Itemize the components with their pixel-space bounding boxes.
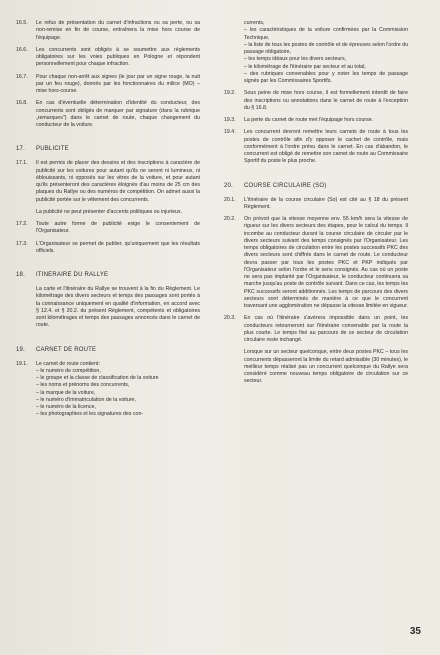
paragraph-number: 16.7. (16, 73, 28, 80)
paragraph-number: 20.1. (224, 196, 236, 203)
section-title: COURSE CIRCULAIRE (SO) (244, 182, 327, 189)
paragraph-number: 17.1. (16, 160, 28, 167)
paragraph-text: Sous peine de mise hors course, il est formellement interdit de faire des inscriptions ou annotations dans le carnet de route à l'exception du § 16.8. (244, 90, 408, 111)
page-number: 35 (409, 626, 421, 637)
paragraph-text: On prévoit que la vitesse moyenne env. 55 km/h sera la vitesse de rigueur sur les divers secteurs des étapes, pour le calcul du temps. Il incombe au conducteur durant la course circulaire de circuler par le divers secteurs suivant des temps consignés par l'Organisateur. Les temps obligatoires de circulation entre les postes successifs PKC des divers secteurs sont chiffrés dans le carnet de route. Le conducteur devra passer par tous les postes PKC et PKP indiqués par l'Organisateur selon l'ordre et le sens consignés. Au cas où un poste ne sera pas implanté par l'Organisateur, le conducteur continuera sa marche jusqu'au poste de contrôle suivant. Dans ce cas, les temps les PKC successifs seront additionnés. Les temps de parcours des divers secteurs sont déterminés de manière à ce que le concurrent traversant une agglomération ne dépasse la vitesse limitée en vigueur. (244, 216, 409, 309)
paragraph-text: Pour chaque non-arrêt aux signes (le jour par un signe rouge, la nuit par un feu rouge), donnés par les fonctionnaires du milice (MO) – mise hors-course. (36, 73, 200, 94)
right-column (224, 20, 408, 391)
list-intro: Le carnet de route contient: (36, 360, 100, 367)
section-title: ITINERAIRE DU RALLYE (36, 272, 109, 278)
paragraph-number: 19.4. (224, 129, 236, 136)
paragraph-16-5 (16, 20, 200, 42)
paragraph-text: Toute autre forme de publicité exige le consentement de l'Organisateur. (36, 221, 200, 235)
paragraph-17-1-continuation: La publicité ne peut présenter d'accents politiques ou injurieux. (36, 208, 183, 215)
paragraph-text: La carte et l'itinéraire du Rallye se trouvent à la fin du Règlement. Le kilométrage des divers secteurs et temps des passages sont portés à la connaissance uniquement en qualité d'information, en accord avec § 12.4. et § 20.2. du présent Règlement, compétents et obligatoires sont kilométrages et temps des passages annoncés dans le carnet de route. (36, 286, 200, 329)
paragraph-19-4 (224, 129, 408, 165)
paragraph-20-3 (224, 315, 408, 344)
list-item: – la liste de tous les postes de contrôle et de épreuves selon l'ordre du passage obligatoire, (244, 41, 408, 55)
list-item: currents, (244, 20, 265, 26)
section-number: 18. (16, 272, 25, 278)
paragraph-number: 16.5. (16, 20, 28, 26)
paragraph-number: 20.3. (224, 315, 236, 322)
paragraph-number (16, 286, 36, 330)
section-heading-18 (16, 271, 200, 279)
section-heading-20 (224, 182, 408, 190)
list-item: – des rubriques convenables pour y noter les temps de passage signés par les Commissaires Sportifs. (244, 70, 408, 84)
paragraph-20-2 (224, 216, 408, 310)
paragraph-18 (16, 286, 200, 330)
paragraph-list (36, 361, 200, 419)
paragraph-17-2 (16, 221, 200, 236)
list-item: – le numéro de compétition, (36, 367, 101, 374)
paragraph-text: Les concurrents sont obligés à se soumettre aux règlements obligatoires sur les voies publiques en Pologne et répondent personnellement pour chaque infraction. (36, 46, 200, 68)
paragraph-text: L'Organisateur se permet de publier, qu'uniquement que les résultats officiels. (36, 240, 200, 254)
paragraph-number-empty (224, 20, 244, 85)
section-number: 19. (16, 346, 25, 353)
paragraph-19-3 (224, 117, 408, 124)
paragraph-text: Le refus de présentation du carnet d'infractions ou sa perte, ou sa non-remise en fin de course, entraînera la mise hors course de l'équipage. (36, 20, 200, 41)
paragraph-text: La perte du carnet de route met l'équipage hors course. (244, 117, 374, 123)
paragraph-number: 16.6. (16, 46, 28, 53)
paragraph-text: En cas d'éventuelle détermination d'identité du conducteur, des concurrents sont obligés de marquer par signature (dans la rubrique „remarques") dans le carnet de route, chaque changement du conducteur de la voiture. (36, 100, 200, 128)
section-heading-17 (16, 145, 200, 153)
paragraph-16-8 (16, 100, 200, 129)
list-item: – le kilométrage de l'itinéraire par secteur et au total, (244, 63, 366, 70)
paragraph-17-1 (16, 160, 200, 204)
paragraph-17-3 (16, 241, 200, 256)
left-column (16, 20, 200, 424)
list-item: – la marque de la voiture, (36, 389, 96, 396)
list-item: – le groupe et la classe de classification de la voiture (36, 375, 159, 381)
section-number: 20. (224, 182, 233, 189)
list-item: – les caractéristiques de la voiture confirmées par la Commission Technique, (244, 27, 408, 41)
section-heading-19 (16, 346, 200, 354)
paragraph-19-2 (224, 90, 408, 112)
paragraph-number: 20.2. (224, 216, 236, 222)
section-title: CARNET DE ROUTE (36, 346, 97, 353)
paragraph-16-7 (16, 74, 200, 96)
paragraph-list (244, 20, 408, 85)
list-item: – les photographies et les signatures des con- (36, 411, 144, 418)
section-title: PUBLICITE (36, 146, 69, 153)
list-item: – le numéro d'immatriculation de la voiture, (36, 396, 136, 403)
list-item: – les temps idéaux pour les divers secteurs, (244, 56, 347, 63)
paragraph-number: 19.1. (16, 360, 28, 367)
list-item: – les noms et prénoms des concurrents, (36, 382, 130, 389)
paragraph-text: En cas où l'itinéraire s'avérera impossible dans un point, les conducteurs retourneront sur l'itinéraire convenable par la route la plus courte. Le temps fixé au parcours de ce secteur de circulation circulaire reste inchangé. (244, 315, 408, 343)
list-item: – le numéro de la licence, (36, 404, 96, 410)
paragraph-number: 17.2. (16, 221, 28, 227)
paragraph-text: L'itinéraire de la course circulaire (So) est cité au § 18 du présent Règlement. (244, 196, 408, 210)
paragraph-number: 19.2. (224, 90, 236, 97)
paragraph-number: 16.8. (16, 100, 28, 107)
paragraph-number: 19.3. (224, 117, 236, 123)
paragraph-19-1 (16, 361, 200, 419)
paragraph-16-6 (16, 47, 200, 69)
paragraph-text: Les concurrent devront remettre leurs carnets de route à tous les postes de contrôle afin d'y opposer le cachet de contrôle, mais conformément à l'ordre prévu dans le carnet. En cas d'abandon, le concurrent est obligé de remettre son carnet de route au Commissaire Sportif du poste le plus proche. (244, 129, 408, 165)
paragraph-text: Il est permis de placer des dessins et des inscriptions à caractère de publicité sur les voitures pour autant qu'ils ne seront ni lumineux, ni éblouissants, ni opposés sur les vitres de la voiture, et pour autant qu'ils présenteront des caractères éloignés d'au moins de 25 cm des plaques du Rallye ou des numéros de compétition. On admet aussi la publicité portée sur le vêtement des concurrents. (36, 160, 200, 203)
paragraph-19-1-continued (224, 20, 408, 85)
paragraph-20-1 (224, 197, 408, 212)
section-number: 17. (16, 146, 25, 153)
paragraph-20-3-continuation: Lorsque sur un secteur quelconque, entre deux postes PKC – tous les concurrents dépasseront la limite du retard admissible (30 minutes), le meilleur temps réalisé pas un concurrent quelconque du Rallye sera considéré comme nouveau temps obligatoire de circulation sur ce secteur. (244, 349, 408, 385)
paragraph-number: 17.3. (16, 240, 28, 247)
